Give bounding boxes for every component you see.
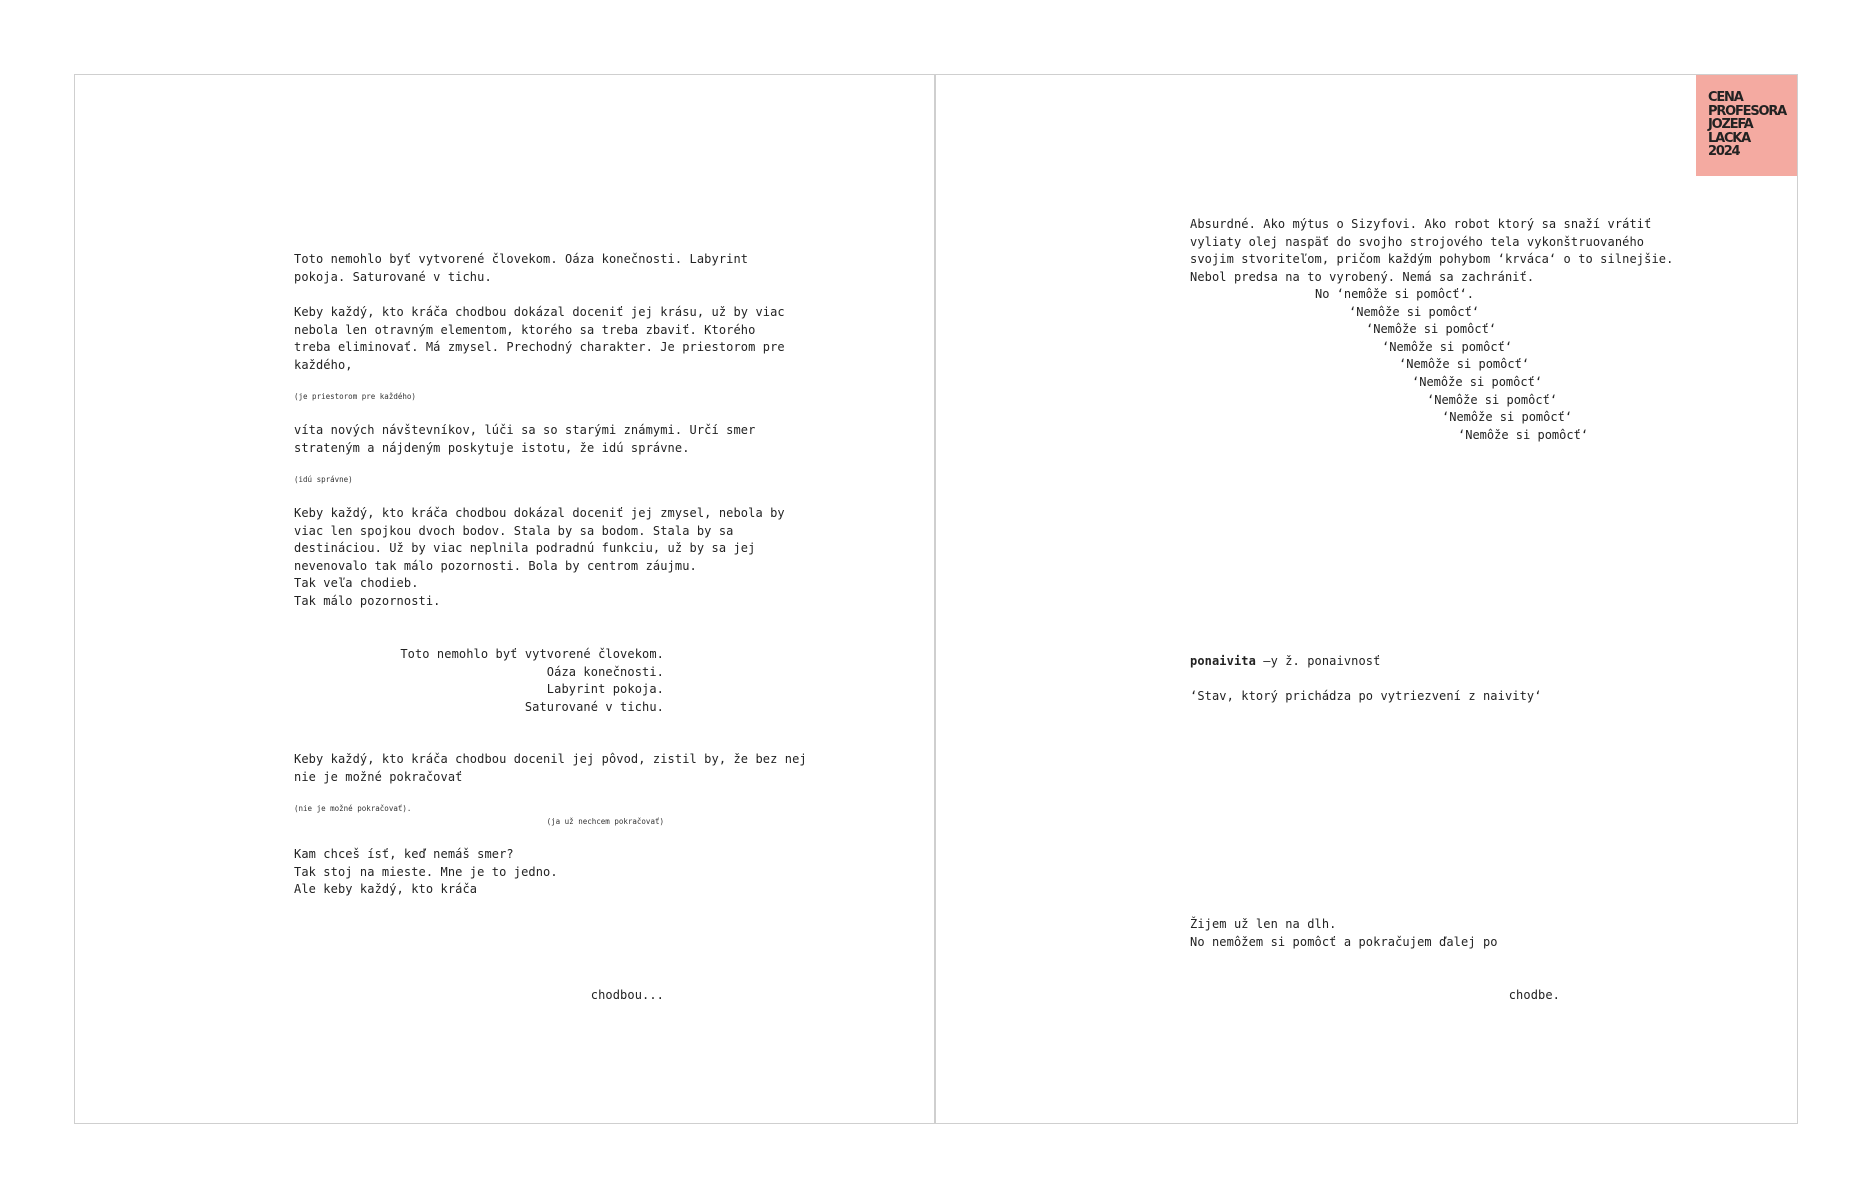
right-page-ending: chodbe. [1508,988,1560,1002]
stair-line-7: ‘Nemôže si pomôcť‘ [1427,393,1558,407]
left-note-3: (nie je možné pokračovať). [294,804,412,813]
stair-line-5: ‘Nemôže si pomôcť‘ [1399,357,1530,371]
badge-line: 2024 [1708,144,1740,159]
stair-line-8: ‘Nemôže si pomôcť‘ [1442,410,1573,424]
left-paragraph-1: Toto nemohlo byť vytvorené človekom. Oáza konečnosti. Labyrint pokoja. Saturované v tichu. [294,252,749,284]
badge-line: JOZEFA [1708,117,1753,132]
award-badge-text [1708,91,1786,159]
left-note-1: (je priestorom pre každého) [294,392,416,401]
left-page-ending: chodbou... [590,988,664,1002]
left-note-4: (ja už nechcem pokračovať) [546,817,664,826]
definition-grammar: –y ž. ponaivnosť [1255,654,1381,668]
left-paragraph-5: Keby každý, kto kráča chodbou docenil jej pôvod, zistil by, že bez nej nie je možné pokračovať [294,752,807,784]
stair-line-3: ‘Nemôže si pomôcť‘ [1366,322,1497,336]
stair-line-2: ‘Nemôže si pomôcť‘ [1349,305,1480,319]
badge-line: CENA [1708,90,1743,105]
left-paragraph-3: víta nových návštevníkov, lúči sa so starými známymi. Určí smer strateným a nájdeným poskytuje istotu, že idú správne. [294,423,756,455]
definition-text: ‘Stav, ktorý prichádza po vytriezvení z naivity‘ [1190,689,1542,703]
stair-line-9: ‘Nemôže si pomôcť‘ [1458,428,1589,442]
award-badge [1696,75,1797,176]
left-paragraph-6: Kam chceš ísť, keď nemáš smer? Tak stoj na mieste. Mne je to jedno. Ale keby každý, kto kráča [294,847,558,897]
left-paragraph-4: Keby každý, kto kráča chodbou dokázal doceniť jej zmysel, nebola by viac len spojkou dvoch bodov. Stala by sa bodom. Stala by sa destináciou. Už by viac neplnila podradnú funkciu, už by sa jej nevenovalo tak málo pozornosti. Bola by centrom záujmu. Tak veľa chodieb. Tak málo pozornosti. [294,506,785,608]
stair-line-6: ‘Nemôže si pomôcť‘ [1412,375,1543,389]
left-paragraph-2: Keby každý, kto kráča chodbou dokázal doceniť jej krásu, už by viac nebola len otravným elementom, ktorého sa treba zbaviť. Ktorého treba eliminovať. Má zmysel. Prechodný charakter. Je priestorom pre každého, [294,305,785,372]
right-paragraph-1: Absurdné. Ako mýtus o Sizyfovi. Ako robot ktorý sa snaží vrátiť vyliaty olej naspäť do svojho strojového tela vykonštruovaného svojim stvoriteľom, pričom každým pohybom ‘krváca‘ o to silnejšie. Nebol predsa na to vyrobený. Nemá sa zachrániť. [1190,217,1674,284]
definition-term: ponaivita [1190,654,1256,668]
stair-line-1: No ‘nemôže si pomôcť‘. [1315,287,1474,301]
badge-line: LACKA [1708,130,1751,146]
left-right-aligned-block: Toto nemohlo byť vytvorené človekom. Oáza konečnosti. Labyrint pokoja. Saturované v tichu. [400,647,664,714]
definition-entry [1190,653,1380,671]
badge-line: PROFESORA [1708,103,1787,119]
left-note-2: (idú správne) [294,475,353,484]
right-paragraph-2: Žijem už len na dlh. No nemôžem si pomôcť a pokračujem ďalej po [1190,917,1498,949]
stair-line-4: ‘Nemôže si pomôcť‘ [1382,340,1513,354]
